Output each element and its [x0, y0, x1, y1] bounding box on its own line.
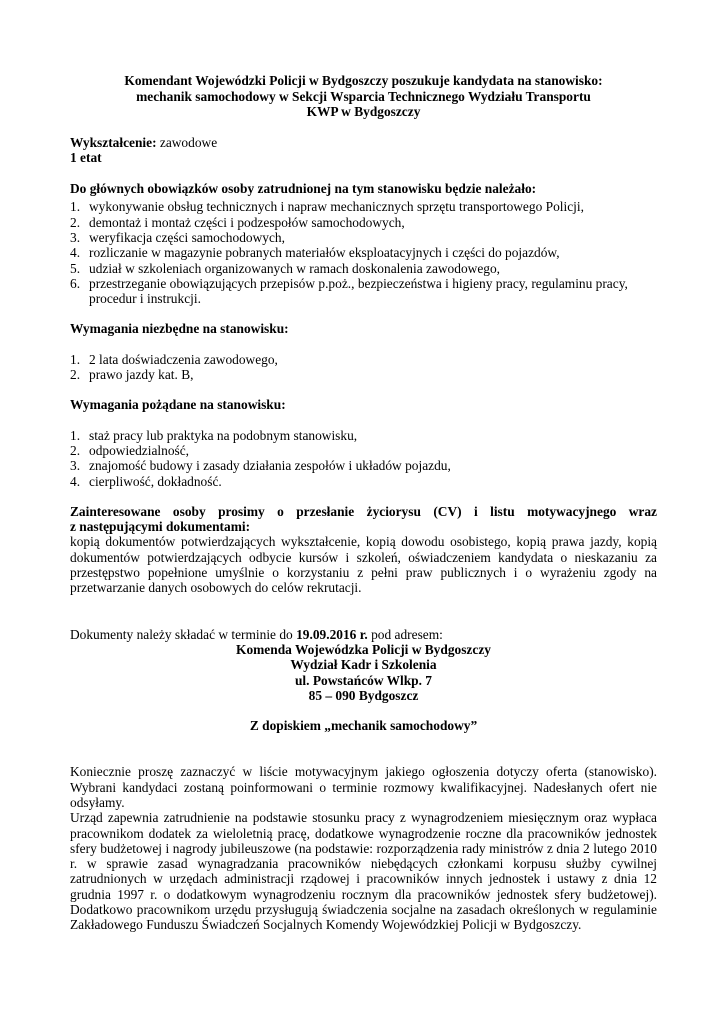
subject-note: Z dopiskiem „mechanik samochodowy” — [249, 718, 478, 734]
list-item-number: 1. — [70, 199, 81, 215]
title-line-3: KWP w Bydgoszczy — [306, 104, 421, 119]
address-block — [70, 642, 657, 703]
list-item-text: znajomość budowy i zasady działania zespołów i układów pojazdu, — [89, 458, 451, 474]
list-item — [70, 458, 657, 473]
list-item-text: staż pracy lub praktyka na podobnym stanowisku, — [89, 427, 358, 443]
list-item — [70, 215, 657, 230]
page-title — [70, 73, 657, 120]
list-item-number: 4. — [70, 245, 81, 261]
list-item-text: cierpliwość, dokładność. — [89, 473, 222, 489]
required-list — [70, 352, 657, 383]
list-item-number: 2. — [70, 214, 81, 230]
education-line — [70, 135, 657, 150]
title-line-2: mechanik samochodowy w Sekcji Wsparcia Technicznego Wydziału Transportu — [136, 88, 591, 104]
deadline-line — [70, 627, 657, 642]
list-item — [70, 474, 657, 489]
list-item-text: przestrzeganie obowiązujących przepisów p.poż., bezpieczeństwa i higieny pracy, regulaminu pracy, procedur i instrukcji. — [89, 275, 628, 307]
deadline-prefix: Dokumenty należy składać w terminie do — [70, 626, 297, 642]
application-heading-line-1: Zainteresowane osoby prosimy o przesłanie życiorysu (CV) i listu motywacyjnego wraz — [70, 503, 657, 519]
required-heading: Wymagania niezbędne na stanowisku: — [70, 321, 289, 337]
list-item — [70, 230, 657, 245]
list-item — [70, 199, 657, 214]
application-block — [70, 504, 657, 596]
deadline-suffix: pod adresem: — [367, 626, 443, 642]
list-item-text: odpowiedzialność, — [89, 442, 190, 458]
list-item-number: 5. — [70, 260, 81, 276]
list-item — [70, 261, 657, 276]
list-item-number: 6. — [70, 275, 81, 291]
application-body: kopią dokumentów potwierdzających wykształcenie, kopią dowodu osobistego, kopią prawa jazdy, kopią dokumentów potwierdzających odbycie kursów i szkoleń, oświadczeniem kandydata o nieskazaniu za przestępstwo popełnione umyślnie o korzystaniu z pełni praw publicznych i o wyrażeniu zgody na przetwarzanie danych osobowych do celów rekrutacji. — [70, 534, 657, 596]
address-line-1: Komenda Wojewódzka Policji w Bydgoszczy — [236, 641, 491, 657]
address-line-4: 85 – 090 Bydgoszcz — [308, 687, 419, 703]
list-item-number: 3. — [70, 229, 81, 245]
list-item — [70, 245, 657, 260]
list-item — [70, 276, 657, 307]
desired-heading: Wymagania pożądane na stanowisku: — [70, 397, 286, 413]
list-item-number: 3. — [70, 458, 81, 474]
address-line-3: ul. Powstańców Wlkp. 7 — [294, 672, 433, 688]
duties-heading: Do głównych obowiązków osoby zatrudnionej na tym stanowisku będzie należało: — [70, 181, 537, 197]
list-item-text: demontaż i montaż części i podzespołów samochodowych, — [89, 214, 405, 230]
list-item — [70, 443, 657, 458]
list-item-number: 2. — [70, 442, 81, 458]
application-heading-line-2: z następującymi dokumentami: — [70, 519, 251, 535]
closing-paragraph-2: Urząd zapewnia zatrudnienie na podstawie stosunku pracy z wynagrodzeniem miesięcznym oraz wypłaca pracownikom dodatek za wieloletnią pracę, dodatkowe wynagrodzenie roczne dla pracowników jednostek sfery budżetowej i nagrody jubileuszowe (na podstawie: rozporządzenia rady ministrów z dnia 2 lutego 2010 r. w sprawie zasad wynagradzania pracowników niebędących członkami korpusu służby cywilnej zatrudnionych w urzędach administracji rządowej i pracowników innych jednostek i ustawy z dnia 12 grudnia 1997 r. o dodatkowym wynagrodzeniu rocznym dla pracowników jednostek sfery budżetowej). Dodatkowo pracownikom urzędu przysługują świadczenia socjalne na zasadach określonych w regulaminie Zakładowego Funduszu Świadczeń Socjalnych Komendy Wojewódzkiej Policji w Bydgoszczy. — [70, 810, 657, 933]
closing-block — [70, 764, 657, 932]
education-label: Wykształcenie: — [70, 134, 157, 150]
list-item-text: 2 lata doświadczenia zawodowego, — [89, 351, 278, 367]
closing-paragraph-1: Koniecznie proszę zaznaczyć w liście motywacyjnym jakiego ogłoszenia dotyczy oferta (stanowisko). Wybrani kandydaci zostaną poinformowani o terminie rozmowy kwalifikacyjnej. Nadesłanych ofert nie odsyłamy. — [70, 764, 657, 810]
desired-list — [70, 428, 657, 489]
deadline-date: 19.09.2016 r. — [296, 626, 368, 642]
list-item-text: rozliczanie w magazynie pobranych materiałów eksploatacyjnych i części do pojazdów, — [89, 245, 560, 261]
education-value: zawodowe — [156, 134, 218, 150]
list-item-text: udział w szkoleniach organizowanych w ramach doskonalenia zawodowego, — [89, 260, 500, 276]
list-item-text: wykonywanie obsług technicznych i napraw mechanicznych sprzętu transportowego Policji, — [89, 199, 584, 215]
title-line-1: Komendant Wojewódzki Policji w Bydgoszczy poszukuje kandydata na stanowisko: — [124, 73, 603, 88]
list-item-text: weryfikacja części samochodowych, — [89, 229, 285, 245]
list-item-number: 2. — [70, 367, 81, 383]
list-item — [70, 352, 657, 367]
address-line-2: Wydział Kadr i Szkolenia — [290, 657, 437, 673]
list-item-text: prawo jazdy kat. B, — [89, 367, 194, 383]
document-page — [70, 73, 657, 933]
list-item-number: 4. — [70, 473, 81, 489]
list-item — [70, 428, 657, 443]
list-item — [70, 367, 657, 382]
education-block — [70, 135, 657, 166]
etat-line: 1 etat — [70, 149, 102, 165]
duties-list — [70, 199, 657, 306]
list-item-number: 1. — [70, 351, 81, 367]
list-item-number: 1. — [70, 427, 81, 443]
